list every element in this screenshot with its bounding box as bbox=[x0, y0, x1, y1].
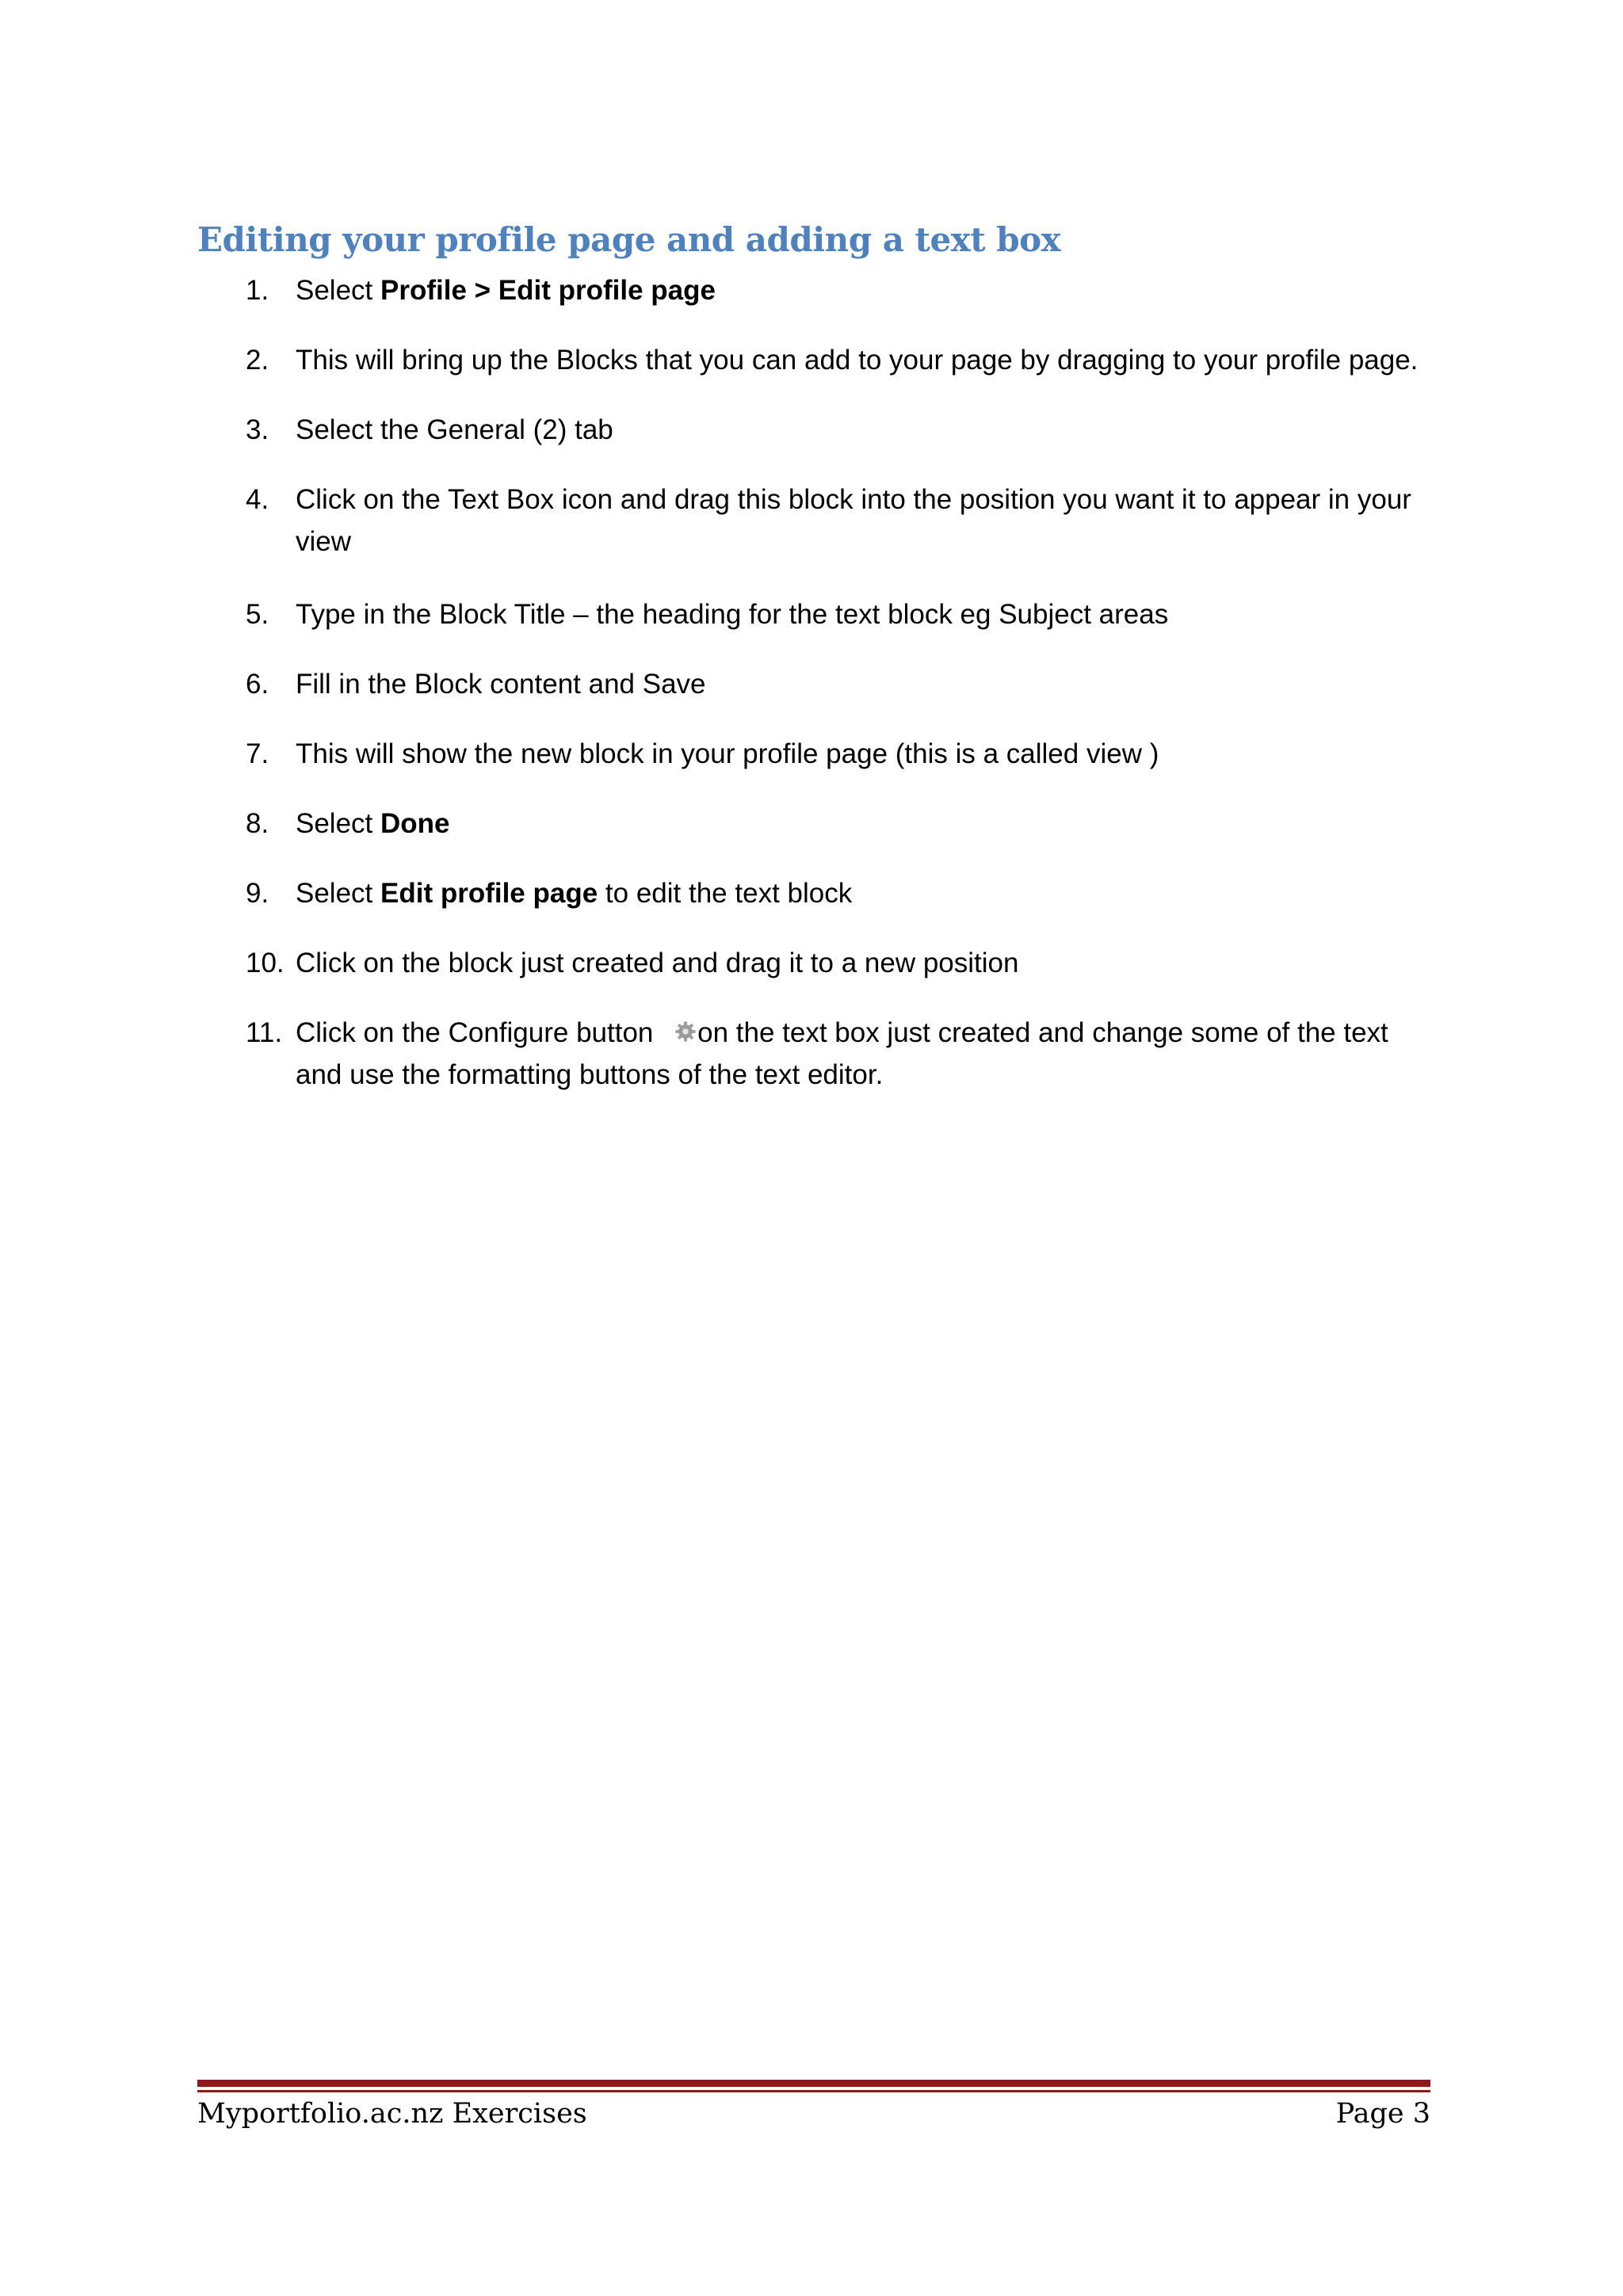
footer-rule bbox=[197, 2080, 1430, 2087]
step-text-segment: Select the General (2) tab bbox=[296, 414, 613, 445]
step-text-bold: Edit profile page bbox=[380, 878, 598, 909]
step-text-segment: Click on the Configure button bbox=[296, 1017, 662, 1048]
step-text-segment: Select bbox=[296, 275, 380, 306]
step-text-bold: Done bbox=[380, 808, 450, 839]
step-text-segment: to edit the text block bbox=[598, 878, 853, 909]
gear-icon bbox=[674, 1013, 697, 1037]
step-number: 6. bbox=[246, 669, 269, 700]
step-text bbox=[296, 269, 1421, 311]
step-text-segment: Click on the Text Box icon and drag this block into the position you want it to appear in your view bbox=[296, 484, 1411, 557]
step-number: 9. bbox=[246, 878, 269, 909]
step-number: 2. bbox=[246, 345, 269, 376]
step-text-segment: This will bring up the Blocks that you can add to your page by dragging to your profile page. bbox=[296, 345, 1419, 376]
step-text bbox=[296, 733, 1421, 775]
step-text bbox=[296, 339, 1421, 381]
step-number: 5. bbox=[246, 599, 269, 630]
step-number: 7. bbox=[246, 738, 269, 769]
step-text bbox=[296, 1012, 1421, 1096]
step-number: 1. bbox=[246, 275, 269, 306]
step-number: 8. bbox=[246, 808, 269, 839]
step-text bbox=[296, 409, 1421, 451]
step-text bbox=[296, 803, 1421, 845]
step-text-bold: Profile > Edit profile page bbox=[380, 275, 716, 306]
footer-rule-thin bbox=[197, 2090, 1430, 2092]
step-text bbox=[296, 872, 1421, 914]
step-text bbox=[296, 593, 1421, 635]
footer-page-number: Page 3 bbox=[1335, 2098, 1430, 2130]
step-number: 3. bbox=[246, 414, 269, 445]
step-text bbox=[296, 942, 1421, 984]
step-number: 11. bbox=[246, 1017, 283, 1048]
step-text bbox=[296, 663, 1421, 705]
step-text-segment: Select bbox=[296, 878, 380, 909]
step-number: 4. bbox=[246, 484, 269, 515]
step-text-segment: Type in the Block Title – the heading for the text block eg Subject areas bbox=[296, 599, 1169, 630]
step-text-segment: This will show the new block in your profile page (this is a called view ) bbox=[296, 738, 1159, 769]
section-heading: Editing your profile page and adding a text box bbox=[197, 220, 1061, 259]
step-text-segment: Click on the block just created and drag it to a new position bbox=[296, 948, 1019, 978]
step-text-segment: on the text box just created and change some of the text and use the formatting buttons of the text editor. bbox=[296, 1017, 1388, 1090]
step-text bbox=[296, 479, 1421, 563]
step-number: 10. bbox=[246, 948, 285, 978]
step-text-segment: Fill in the Block content and Save bbox=[296, 669, 706, 700]
footer-title: Myportfolio.ac.nz Exercises bbox=[197, 2098, 587, 2130]
step-text-segment: Select bbox=[296, 808, 380, 839]
